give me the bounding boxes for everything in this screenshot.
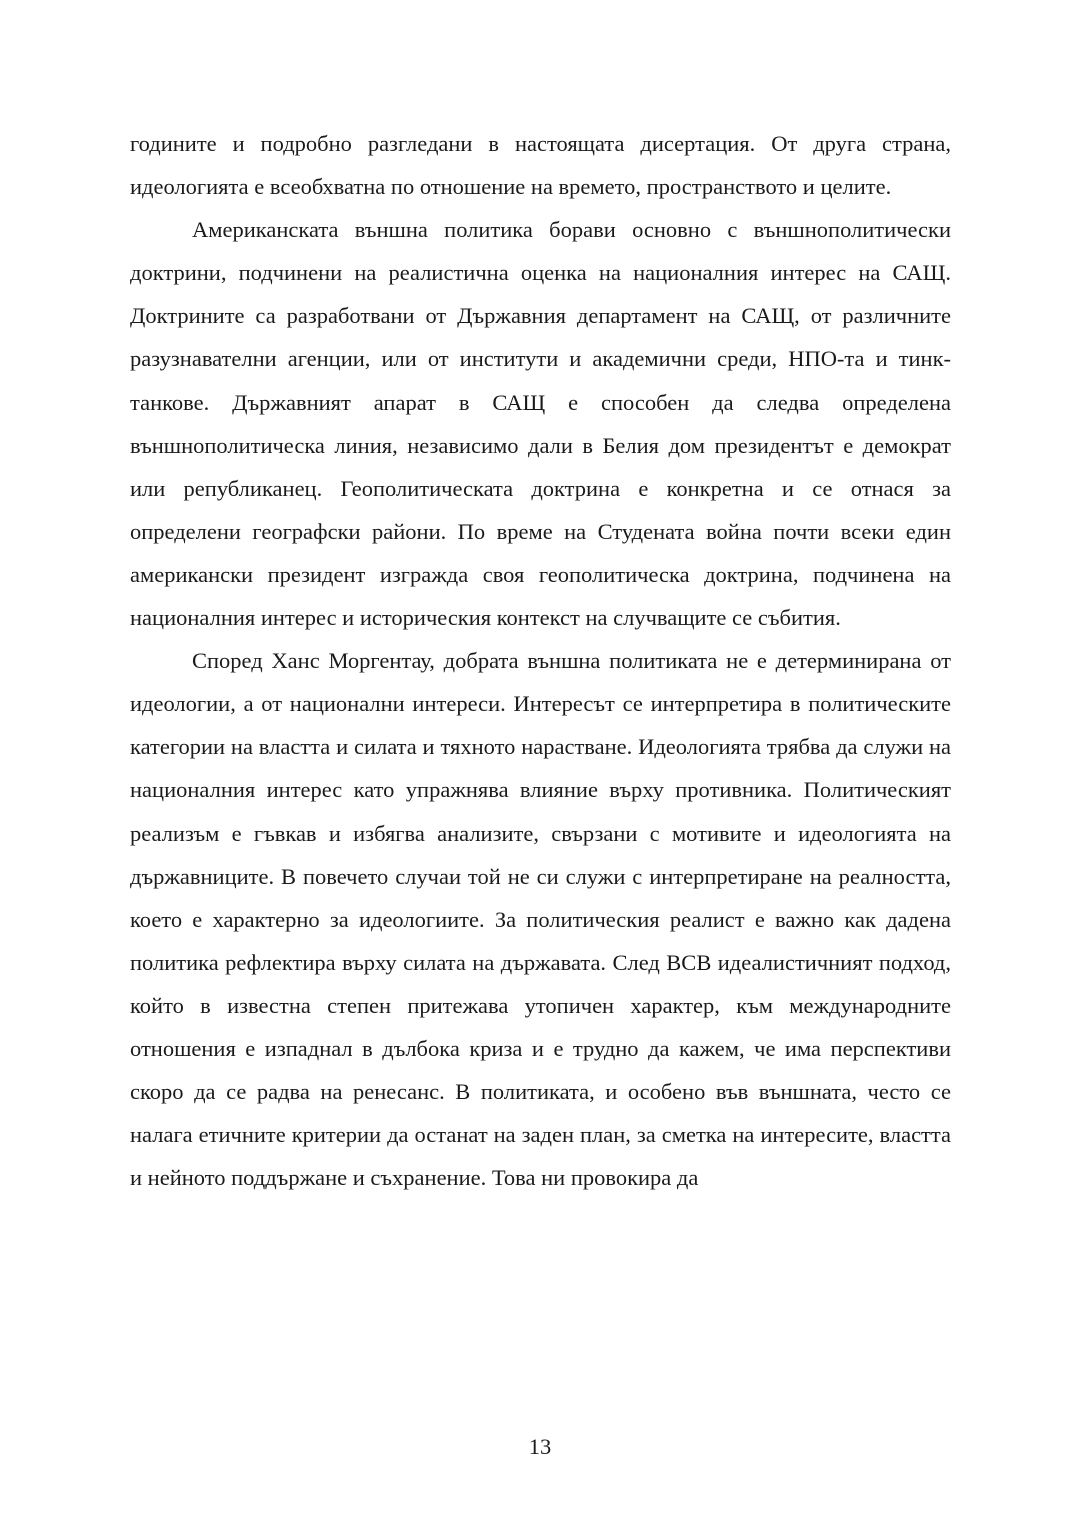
paragraph-morgenthau: Според Ханс Моргентау, добрата външна политиката не е детерминирана от идеологии, а от национални интереси. Интересът се интерпретира в политическите категории на властта и силата и тяхното нарастване. Идеологията трябва да служи на националния интерес като упражнява влияние върху противника. Политическият реализъм е гъвкав и избягва анализите, свързани с мотивите и идеологията на държавниците. В повечето случаи той не си служи с интерпретиране на реалността, което е характерно за идеологиите. За политическия реалист е важно как дадена политика рефлектира върху силата на държавата. След ВСВ идеалистичният подход, който в известна степен притежава утопичен характер, към международните отношения е изпаднал в дълбока криза и е трудно да кажем, че има перспективи скоро да се радва на ренесанс. В политиката, и особено във външната, често се налага етичните критерии да останат на заден план, за сметка на интересите, властта и нейното поддържане и съхранение. Това ни провокира да (130, 648, 951, 1191)
page-body (130, 122, 951, 1199)
page-number: 13 (528, 1434, 552, 1459)
paragraph-continuation: годините и подробно разгледани в настоящата дисертация. От друга страна, идеологията е всеобхватна по отношение на времето, пространството и целите. (130, 131, 951, 200)
paragraph-us-foreign-policy: Американската външна политика борави основно с външнополитически доктрини, подчинени на реалистична оценка на националния интерес на САЩ. Доктрините са разработвани от Държавния департамент на САЩ, от различните разузнавателни агенции, или от институти и академични среди, НПО-та и тинк-танкове. Държавният апарат в САЩ е способен да следва определена външнополитическа линия, независимо дали в Белия дом президентът е демократ или републиканец. Геополитическата доктрина е конкретна и се отнася за определени географски райони. По време на Студената война почти всеки един американски президент изгражда своя геополитическа доктрина, подчинена на националния интерес и историческия контекст на случващите се събития. (130, 217, 951, 631)
